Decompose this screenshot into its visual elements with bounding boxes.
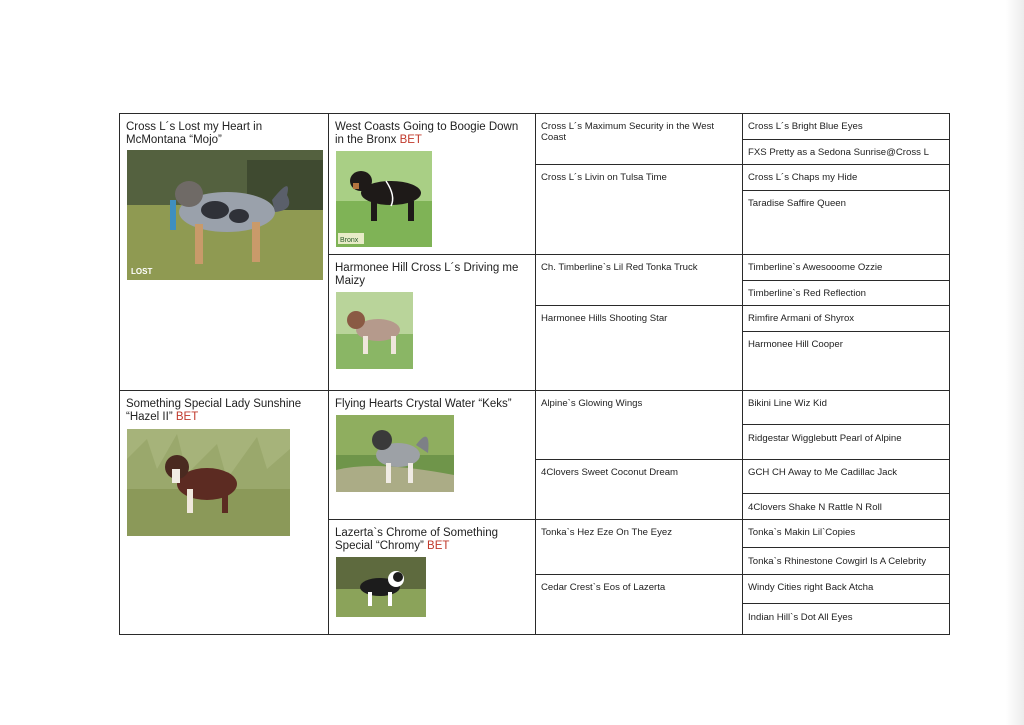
dam-name: Something Special Lady Sunshine “Hazel II” <box>126 398 302 423</box>
gen4-cell-14: Tonka`s Rhinestone Cowgirl Is A Celebrity <box>742 547 950 575</box>
gen3-cell-4: Harmonee Hills Shooting Star <box>535 305 743 391</box>
gen4-cell-6: Timberline`s Red Reflection <box>742 280 950 306</box>
sire-photo <box>127 150 323 280</box>
gen4-cell-4: Taradise Saffire Queen <box>742 190 950 255</box>
gen4-cell-1: Cross L´s Bright Blue Eyes <box>742 113 950 140</box>
sire-sire-photo <box>336 151 432 247</box>
sire-dam-cell <box>328 254 536 391</box>
bet-title: BET <box>427 540 450 552</box>
gen4-cell-15: Windy Cities right Back Atcha <box>742 574 950 604</box>
sire-sire-name: West Coasts Going to Boogie Down in the Bronx <box>335 121 519 146</box>
gen4-cell-2: FXS Pretty as a Sedona Sunrise@Cross L <box>742 139 950 165</box>
gen4-cell-10: Ridgestar Wigglebutt Pearl of Alpine <box>742 424 950 460</box>
gen4-cell-8: Harmonee Hill Cooper <box>742 331 950 391</box>
gen3-cell-1: Cross L´s Maximum Security in the West Coast <box>535 113 743 165</box>
dam-sire-photo <box>336 415 454 492</box>
dam-sire-cell <box>328 390 536 520</box>
dam-cell <box>119 390 329 635</box>
gen4-cell-16: Indian Hill`s Dot All Eyes <box>742 603 950 635</box>
gen3-cell-7: Tonka`s Hez Eze On The Eyez <box>535 519 743 575</box>
photo-watermark: LOST <box>131 267 153 276</box>
gen4-cell-13: Tonka`s Makin Lil`Copies <box>742 519 950 548</box>
sire-dam-photo <box>336 292 413 369</box>
photo-caption: Bronx <box>340 237 359 244</box>
page-shadow <box>1006 0 1024 725</box>
bet-title: BET <box>399 134 422 146</box>
gen3-cell-2: Cross L´s Livin on Tulsa Time <box>535 164 743 255</box>
gen4-cell-12: 4Clovers Shake N Rattle N Roll <box>742 493 950 520</box>
gen3-cell-3: Ch. Timberline`s Lil Red Tonka Truck <box>535 254 743 306</box>
gen3-cell-6: 4Clovers Sweet Coconut Dream <box>535 459 743 520</box>
gen4-cell-11: GCH CH Away to Me Cadillac Jack <box>742 459 950 494</box>
gen4-cell-9: Bikini Line Wiz Kid <box>742 390 950 425</box>
sire-dam-name: Harmonee Hill Cross L´s Driving me Maizy <box>335 262 519 287</box>
sire-name: Cross L´s Lost my Heart in McMontana “Mojo” <box>126 121 263 146</box>
dam-sire-name: Flying Hearts Crystal Water “Keks” <box>335 398 512 410</box>
dam-photo <box>127 429 290 536</box>
gen3-cell-5: Alpine`s Glowing Wings <box>535 390 743 460</box>
sire-cell <box>119 113 329 391</box>
gen3-cell-8: Cedar Crest`s Eos of Lazerta <box>535 574 743 635</box>
dam-dam-name: Lazerta`s Chrome of Something Special “Chromy” <box>335 527 498 552</box>
gen4-cell-7: Rimfire Armani of Shyrox <box>742 305 950 332</box>
sire-sire-cell <box>328 113 536 255</box>
dam-dam-cell <box>328 519 536 635</box>
gen4-cell-3: Cross L´s Chaps my Hide <box>742 164 950 191</box>
dam-dam-photo <box>336 557 426 617</box>
bet-title: BET <box>175 411 199 423</box>
gen4-cell-5: Timberline`s Awesooome Ozzie <box>742 254 950 281</box>
